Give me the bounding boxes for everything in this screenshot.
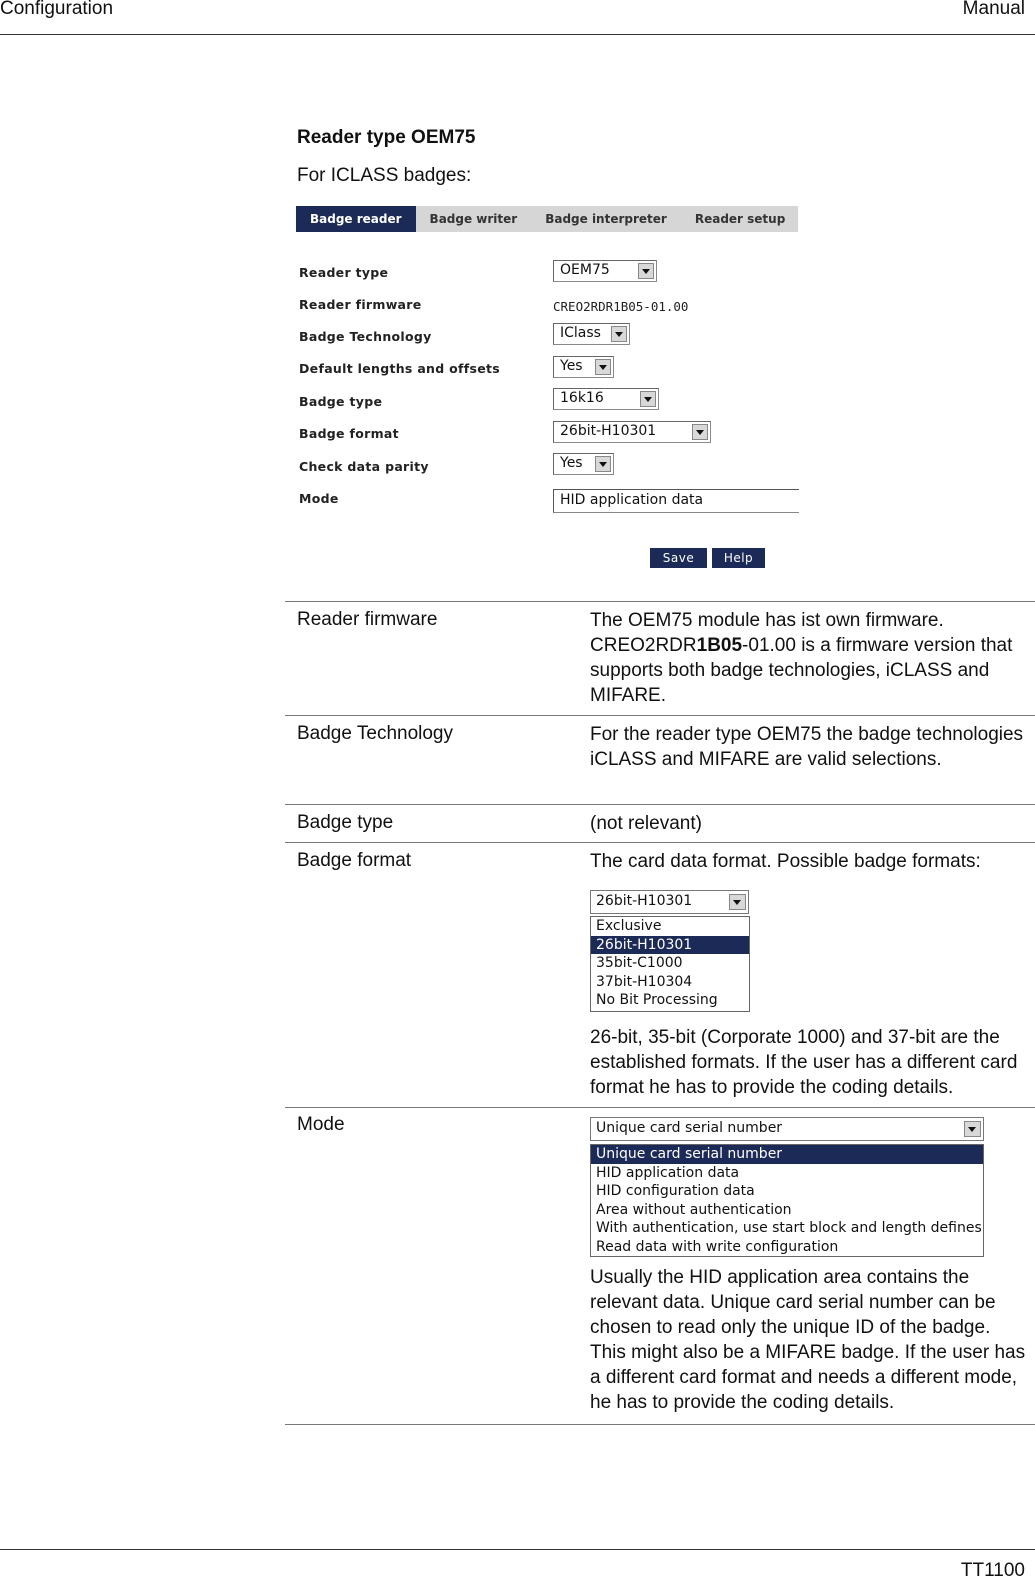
- table-desc-badge-format: The card data format. Possible badge formats:: [590, 851, 981, 872]
- table-term-reader-firmware: Reader firmware: [297, 609, 438, 630]
- list-item[interactable]: Read data with write configuration: [596, 1238, 839, 1255]
- badge-technology-select[interactable]: [553, 323, 630, 345]
- chevron-down-icon[interactable]: [595, 359, 611, 375]
- list-item[interactable]: 35bit-C1000: [596, 955, 683, 971]
- list-item[interactable]: HID configuration data: [596, 1183, 755, 1199]
- mode-field[interactable]: HID application data: [553, 489, 799, 513]
- list-item[interactable]: HID application data: [596, 1164, 740, 1181]
- firmware-desc-bold: 1B05: [696, 635, 743, 656]
- table-term-badge-type: Badge type: [297, 812, 394, 833]
- chevron-down-icon[interactable]: [595, 456, 611, 472]
- badge-format-label: Badge format: [299, 426, 399, 441]
- mode-label: Mode: [299, 491, 339, 506]
- chevron-down-icon[interactable]: [638, 263, 654, 279]
- badge-technology-label: Badge Technology: [299, 329, 432, 344]
- badge-type-value: 16k16: [560, 390, 604, 406]
- table-divider: [285, 601, 1035, 602]
- table-divider: [285, 1107, 1035, 1108]
- default-lengths-select[interactable]: [553, 356, 614, 378]
- badge-format-value: 26bit-H10301: [560, 423, 657, 439]
- default-lengths-label: Default lengths and offsets: [299, 361, 501, 376]
- tab-badge-interpreter[interactable]: Badge interpreter: [545, 212, 667, 226]
- reader-type-select[interactable]: [553, 260, 657, 282]
- list-item[interactable]: 26bit-H10301: [591, 936, 749, 955]
- page-header: [0, 0, 1035, 35]
- header-doc-type: Manual: [962, 0, 1025, 19]
- table-divider: [285, 715, 1035, 716]
- footer-rule: [0, 1549, 1035, 1550]
- reader-type-value: OEM75: [560, 262, 610, 278]
- check-parity-label: Check data parity: [299, 459, 429, 474]
- default-lengths-value: Yes: [560, 358, 583, 374]
- help-button[interactable]: Help: [712, 548, 765, 568]
- table-term-mode: Mode: [297, 1114, 345, 1135]
- table-divider: [285, 804, 1035, 805]
- badge-format-options: [590, 916, 750, 1012]
- chevron-down-icon[interactable]: [729, 894, 746, 910]
- reader-firmware-value: CREO2RDR1B05-01.00: [553, 299, 689, 314]
- firmware-desc-post: -01.00 is a firmware version that supports both badge technologies, iCLASS and MIFARE.: [590, 635, 1013, 706]
- section-subtitle: For ICLASS badges:: [297, 165, 472, 186]
- badge-type-select[interactable]: [553, 388, 659, 410]
- badge-technology-value: IClass: [560, 325, 601, 341]
- badge-format-dropdown-value: 26bit-H10301: [596, 893, 693, 909]
- list-item[interactable]: Unique card serial number: [591, 1145, 983, 1164]
- table-desc-reader-firmware: [590, 608, 1030, 708]
- list-item[interactable]: Exclusive: [596, 918, 662, 934]
- table-term-badge-format: Badge format: [297, 850, 412, 871]
- chevron-down-icon[interactable]: [640, 391, 656, 407]
- mode-options: [590, 1144, 984, 1257]
- table-desc-badge-type: (not relevant): [590, 813, 702, 834]
- list-item[interactable]: 37bit-H10304: [596, 973, 693, 990]
- check-parity-value: Yes: [560, 455, 583, 471]
- reader-type-label: Reader type: [299, 265, 389, 280]
- list-item[interactable]: Area without authentication: [596, 1201, 792, 1218]
- badge-format-select[interactable]: [553, 421, 711, 443]
- tab-badge-writer[interactable]: Badge writer: [429, 212, 518, 226]
- mode-dropdown[interactable]: [590, 1117, 984, 1141]
- footer-doc-id: TT1100: [960, 1560, 1025, 1581]
- header-chapter: Configuration: [0, 0, 114, 19]
- config-tabbar: [296, 206, 798, 232]
- badge-format-dropdown[interactable]: [590, 890, 749, 914]
- reader-firmware-label: Reader firmware: [299, 297, 422, 312]
- table-desc-badge-technology: For the reader type OEM75 the badge technologies iCLASS and MIFARE are valid selections.: [590, 724, 1024, 770]
- tab-reader-setup[interactable]: Reader setup: [694, 212, 786, 226]
- save-button[interactable]: Save: [650, 548, 707, 568]
- table-divider: [285, 842, 1035, 843]
- tab-badge-reader[interactable]: Badge reader: [296, 206, 416, 232]
- badge-format-note: 26-bit, 35-bit (Corporate 1000) and 37-bit are the established formats. If the user has a different card format he has to provide the coding details.: [590, 1027, 1018, 1098]
- table-divider: [285, 1424, 1035, 1425]
- list-item[interactable]: No Bit Processing: [596, 992, 718, 1008]
- chevron-down-icon[interactable]: [611, 326, 627, 342]
- mode-dropdown-value: Unique card serial number: [596, 1120, 783, 1136]
- section-title: Reader type OEM75: [297, 127, 476, 148]
- mode-note: Usually the HID application area contains the relevant data. Unique card serial number can be chosen to read only the unique ID of the badge. This might also be a MIFARE badge. If the user has a different card format and needs a different mode, he has to provide the coding details.: [590, 1267, 1026, 1413]
- firmware-desc-pre: The OEM75 module has ist own firmware. CREO2RDR: [590, 610, 944, 656]
- chevron-down-icon[interactable]: [692, 424, 708, 440]
- badge-type-label: Badge type: [299, 394, 383, 409]
- chevron-down-icon[interactable]: [964, 1121, 981, 1137]
- table-term-badge-technology: Badge Technology: [297, 723, 453, 744]
- list-item[interactable]: With authentication, use start block and length defines: [596, 1220, 982, 1236]
- check-parity-select[interactable]: [553, 453, 614, 475]
